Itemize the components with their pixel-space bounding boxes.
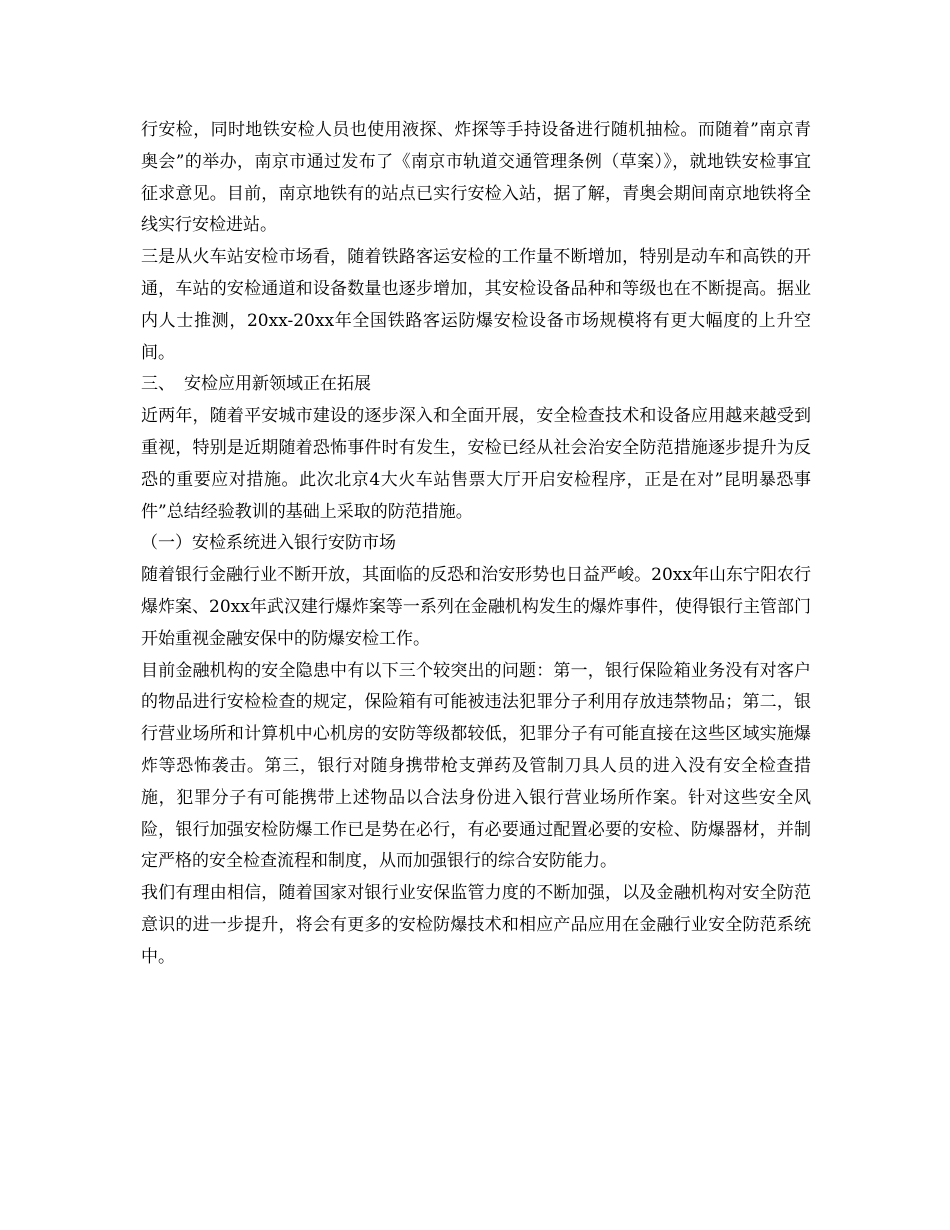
paragraph-subway-security: 行安检，同时地铁安检人员也使用液探、炸探等手持设备进行随机抽检。而随着”南京青奥会”的举办，南京市通过发布了《南京市轨道交通管理条例（草案）》，就地铁安检事宜征求意见。目前，南京地铁有的站点已实行安检入站，据了解，青奥会期间南京地铁将全线实行安检进站。: [141, 120, 811, 236]
paragraph-new-fields: 近两年，随着平安城市建设的逐步深入和全面开展，安全检查技术和设备应用越来越受到重视，特别是近期随着恐怖事件时有发生，安检已经从社会治安全防范措施逐步提升为反恐的重要应对措施。此次北京4大火车站售票大厅开启安检程序，正是在对”昆明暴恐事件”总结经验教训的基础上采取的防范措施。: [141, 406, 811, 522]
section-heading: [141, 369, 811, 401]
paragraph-conclusion: 我们有理由相信，随着国家对银行业安保监管力度的不断加强，以及金融机构对安全防范意识的进一步提升，将会有更多的安检防爆技术和相应产品应用在金融行业安全防范系统中。: [141, 883, 811, 967]
section-title: 安检应用新领域正在拓展: [184, 374, 371, 395]
section-number: 三、: [141, 374, 175, 395]
paragraph-bank-market: 随着银行金融行业不断开放，其面临的反恐和治安形势也日益严峻。20xx年山东宁阳农行爆炸案、20xx年武汉建行爆炸案等一系列在金融机构发生的爆炸事件，使得银行主管部门开始重视金融安保中的防爆安检工作。: [141, 565, 811, 649]
paragraph-railway-security: 三是从火车站安检市场看，随着铁路客运安检的工作量不断增加，特别是动车和高铁的开通，车站的安检通道和设备数量也逐步增加，其安检设备品种和等级也在不断提高。据业内人士推测，20xx-20xx年全国铁路客运防爆安检设备市场规模将有更大幅度的上升空间。: [141, 247, 811, 363]
document-page: [141, 115, 811, 974]
subsection-heading: （一）安检系统进入银行安防市场: [141, 533, 396, 554]
paragraph-bank-risks: 目前金融机构的安全隐患中有以下三个较突出的问题：第一，银行保险箱业务没有对客户的物品进行安检检查的规定，保险箱有可能被违法犯罪分子利用存放违禁物品；第二，银行营业场所和计算机中心机房的安防等级都较低，犯罪分子有可能直接在这些区域实施爆炸等恐怖袭击。第三，银行对随身携带枪支弹药及管制刀具人员的进入没有安全检查措施，犯罪分子有可能携带上述物品以合法身份进入银行营业场所作案。针对这些安全风险，银行加强安检防爆工作已是势在必行，有必要通过配置必要的安检、防爆器材，并制定严格的安全检查流程和制度，从而加强银行的综合安防能力。: [141, 660, 811, 872]
